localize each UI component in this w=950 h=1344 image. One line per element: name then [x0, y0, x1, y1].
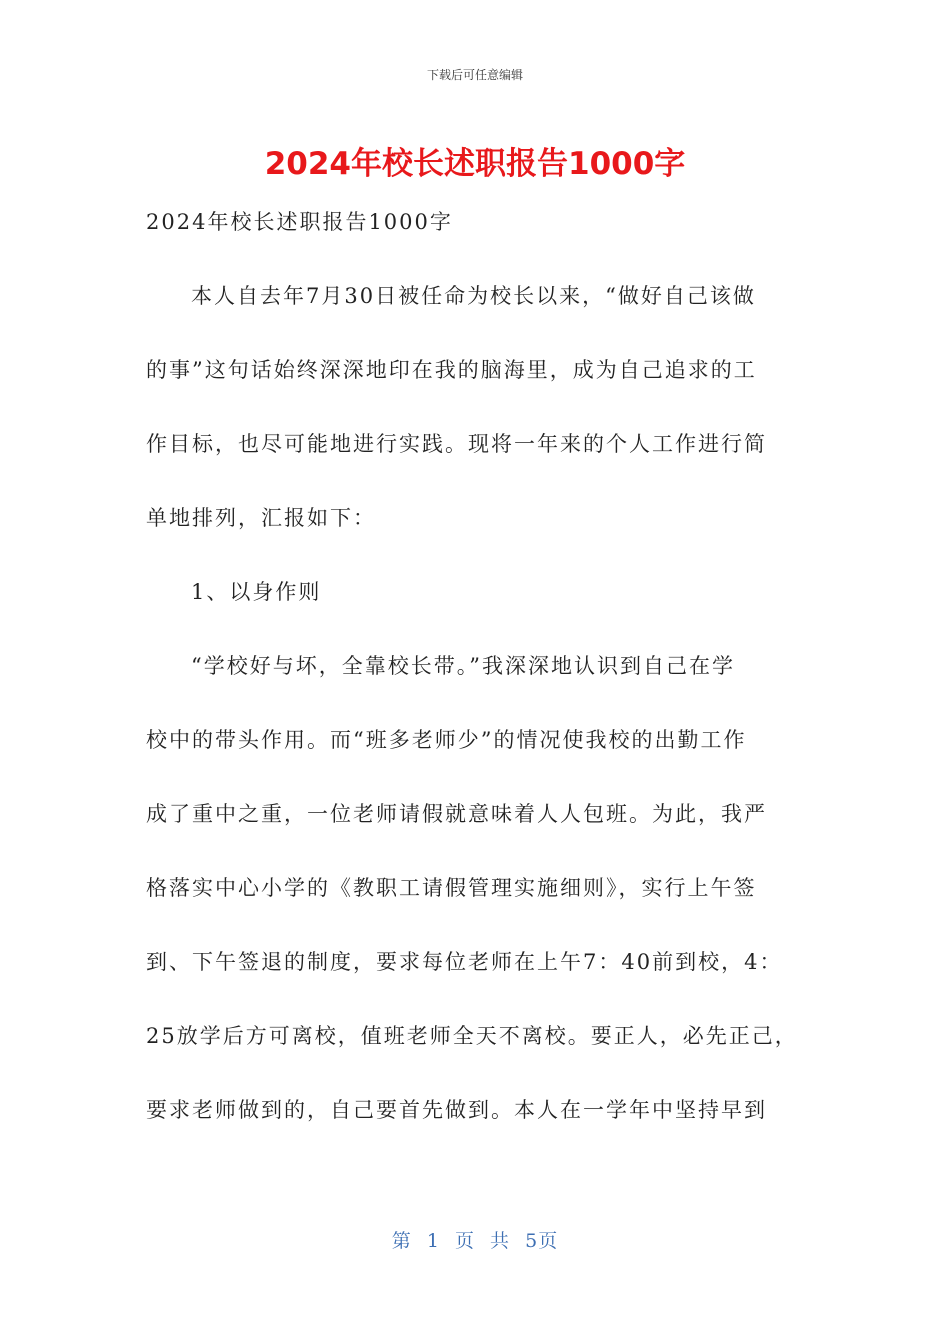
paragraph-line: 成了重中之重，一位老师请假就意味着人人包班。为此，我严 [146, 802, 767, 826]
page-total: 5页 [525, 1230, 559, 1252]
page-current: 1 [426, 1230, 440, 1252]
paragraph-line: 的事”这句话始终深深地印在我的脑海里，成为自己追求的工 [146, 358, 757, 382]
page-number-footer [0, 1226, 950, 1253]
paragraph-line: 到、下午签退的制度，要求每位老师在上午7：40前到校，4： [146, 950, 783, 974]
paragraph-line: 本人自去年7月30日被任命为校长以来，“做好自己该做 [191, 284, 756, 308]
paragraph-line: 单地排列，汇报如下： [146, 506, 376, 530]
document-title: 2024年校长述职报告1000字 [264, 146, 686, 182]
page-header-note: 下载后可任意编辑 [426, 68, 523, 82]
document-body [146, 259, 806, 1147]
paragraph-line: 格落实中心小学的《教职工请假管理实施细则》，实行上午签 [146, 876, 757, 900]
paragraph-line: 要求老师做到的，自己要首先做到。本人在一学年中坚持早到 [146, 1098, 767, 1122]
paragraph-line: 校中的带头作用。而“班多老师少”的情况使我校的出勤工作 [146, 728, 747, 752]
page-label: 页 [454, 1230, 475, 1252]
page-total-prefix: 共 [490, 1230, 511, 1252]
paragraph-line: “学校好与坏，全靠校长带。”我深深地认识到自己在学 [191, 654, 735, 678]
document-subtitle: 2024年校长述职报告1000字 [146, 210, 453, 234]
paragraph-line: 作目标，也尽可能地进行实践。现将一年来的个人工作进行简 [146, 432, 767, 456]
section-heading: 1、以身作则 [191, 580, 322, 604]
paragraph-line: 25放学后方可离校，值班老师全天不离校。要正人，必先正己， [146, 1024, 798, 1048]
page-prefix: 第 [391, 1230, 412, 1252]
